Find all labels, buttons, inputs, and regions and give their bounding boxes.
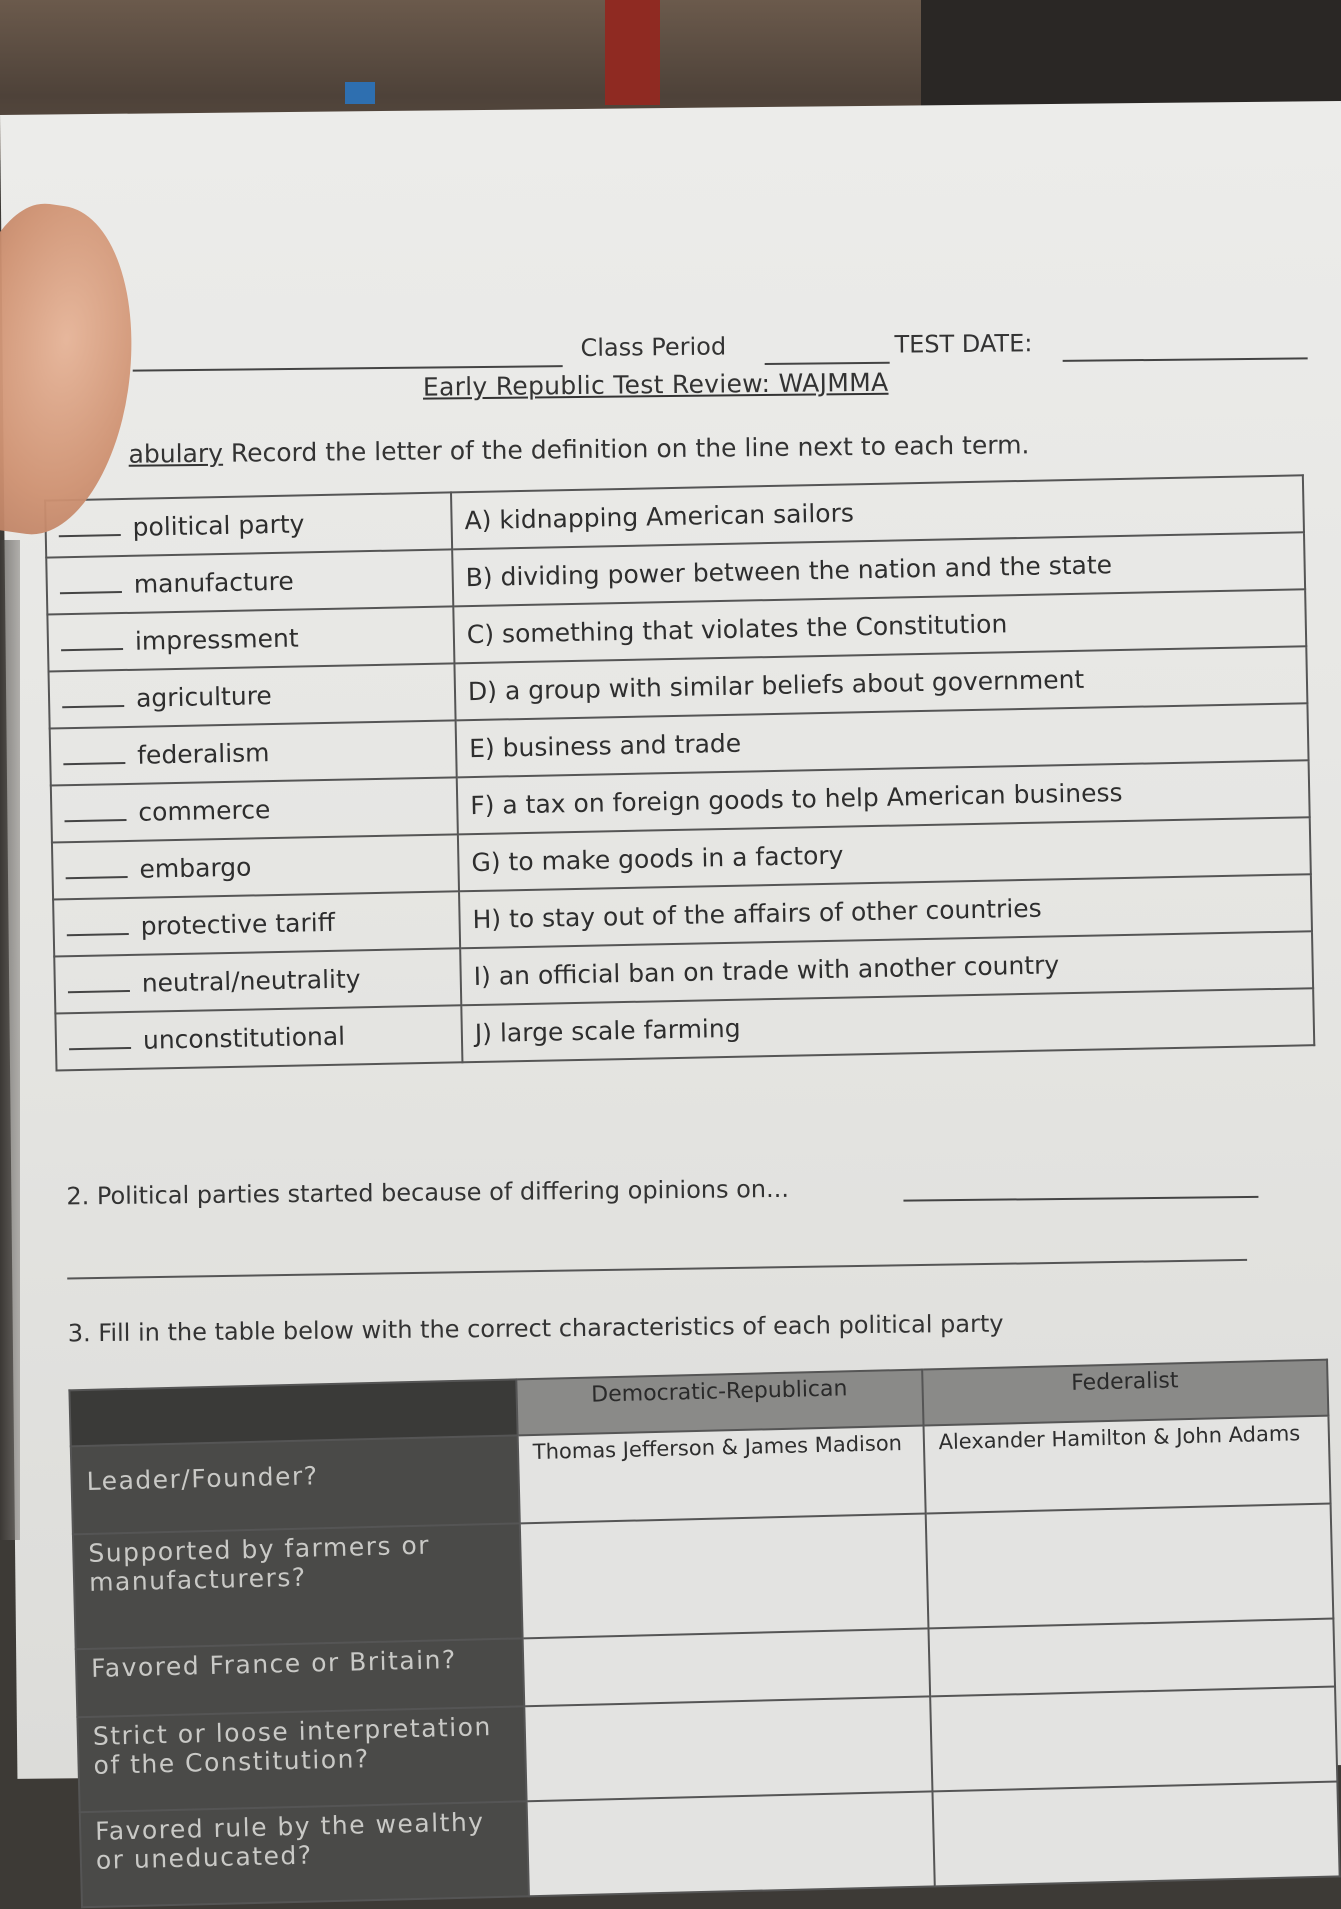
question-2-answer-line[interactable] [903,1196,1258,1202]
instructions-lead: abulary [128,438,224,469]
federalist-answer[interactable] [925,1504,1333,1629]
vocab-term: commerce [138,795,271,827]
question-2: 2. Political parties started because of differing opinions on... [66,1174,790,1211]
question-2-answer-line-2[interactable] [67,1259,1247,1280]
vocab-definition: B) dividing power between the nation and the state [452,532,1305,606]
background-red-object [605,0,660,105]
vocab-definition: F) a tax on foreign goods to help American business [457,760,1310,834]
vocab-term: political party [132,509,305,542]
answer-blank[interactable] [66,876,128,879]
answer-blank[interactable] [60,591,122,594]
vocab-term: agriculture [135,681,273,713]
worksheet-paper [0,101,1341,1875]
vocab-term: manufacture [133,566,295,599]
question-3: 3. Fill in the table below with the correct characteristics of each political party [67,1309,1004,1348]
parties-question: Favored France or Britain? [76,1638,524,1717]
header-federalist: Federalist [922,1360,1329,1426]
federalist-answer[interactable]: Alexander Hamilton & John Adams [923,1416,1330,1514]
vocab-definition: H) to stay out of the affairs of other countries [459,874,1312,948]
instructions-text: Record the letter of the definition on the line next to each term. [222,430,1030,468]
vocab-term: federalism [136,738,270,770]
vocab-definition: G) to make goods in a factory [458,817,1311,891]
test-date-field-line[interactable] [1063,357,1308,362]
vocab-term: neutral/neutrality [141,964,361,998]
answer-blank[interactable] [65,819,127,822]
vocab-term: impressment [134,623,299,656]
class-period-field-line[interactable] [765,362,890,365]
vocab-term: protective tariff [140,907,336,941]
vocab-definition: I) an official ban on trade with another country [460,931,1313,1005]
vocab-definition: A) kidnapping American sailors [451,475,1304,549]
dem-rep-answer[interactable] [526,1791,934,1896]
answer-blank[interactable] [68,990,130,993]
answer-blank[interactable] [59,534,121,537]
parties-question: Leader/Founder? [71,1435,520,1534]
answer-blank[interactable] [67,933,129,936]
vocab-definition: D) a group with similar beliefs about government [454,646,1307,720]
dem-rep-answer[interactable] [522,1628,929,1706]
vocab-term: unconstitutional [142,1021,346,1055]
vocabulary-instructions [128,430,1029,468]
hand-shadow [0,540,20,1540]
federalist-answer[interactable] [928,1619,1335,1697]
background-shadow [921,0,1341,110]
vocab-definition: E) business and trade [456,703,1309,777]
answer-blank[interactable] [62,705,124,708]
political-parties-table [68,1359,1340,1909]
dem-rep-answer[interactable] [524,1696,932,1801]
answer-blank[interactable] [61,648,123,651]
federalist-answer[interactable] [932,1781,1340,1886]
vocab-definition: J) large scale farming [461,988,1314,1062]
parties-question: Favored rule by the wealthy or uneducated? [80,1801,529,1907]
vocab-term: embargo [139,852,252,884]
background-blue-object [345,82,375,104]
worksheet-title: Early Republic Test Review: WAJMMA [422,367,889,402]
name-field-line[interactable] [133,365,563,372]
vocabulary-table [44,474,1315,1071]
parties-question: Supported by farmers or manufacturers? [73,1523,522,1649]
header-democratic-republican: Democratic-Republican [516,1370,923,1436]
parties-question: Strict or loose interpretation of the Constitution? [77,1706,526,1812]
class-period-label: Class Period [580,332,727,362]
test-date-label: TEST DATE: [894,329,1033,359]
dem-rep-answer[interactable] [520,1513,929,1638]
vocab-definition: C) something that violates the Constitution [453,589,1306,663]
dem-rep-answer[interactable]: Thomas Jefferson & James Madison [517,1426,925,1524]
answer-blank[interactable] [63,762,125,765]
federalist-answer[interactable] [930,1687,1338,1792]
answer-blank[interactable] [69,1047,131,1050]
